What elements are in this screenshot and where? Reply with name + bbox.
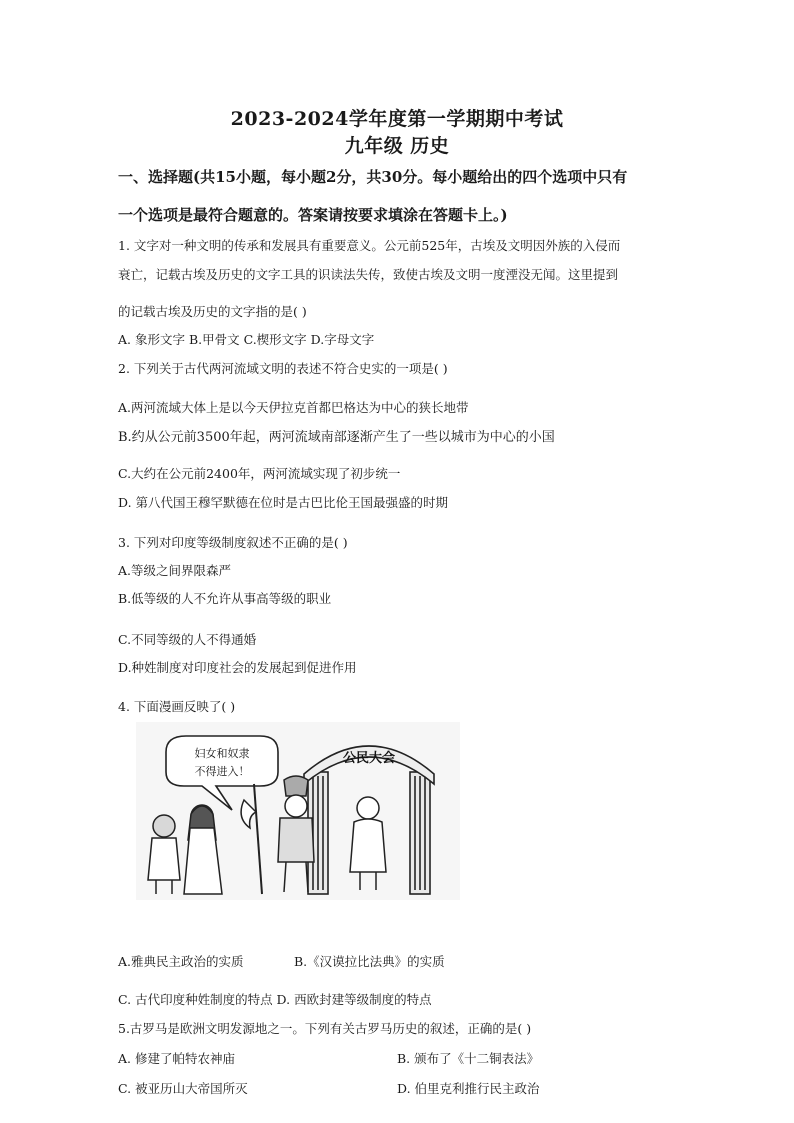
q5-option-a: A. 修建了帕特农神庙 (118, 1051, 235, 1066)
speech-line1: 妇女和奴隶 (194, 747, 250, 760)
q2-stem: 2. 下列关于古代两河流域文明的表述不符合史实的一项是( ) (118, 361, 448, 376)
section-heading-line2: 一个选项是最符合题意的。答案请按要求填涂在答题卡上。) (118, 206, 508, 224)
q1-stem-line2: 衰亡，记载古埃及历史的文字工具的识读法失传，致使古埃及文明一度湮没无闻。这里提到 (118, 267, 619, 282)
q1-stem-line3: 的记载古埃及历史的文字指的是( ) (118, 304, 307, 319)
exam-title: 2023-2024学年度第一学期期中考试 (230, 108, 564, 130)
q5-stem: 5.古罗马是欧洲文明发源地之一。下列有关古罗马历史的叙述，正确的是( ) (118, 1021, 532, 1036)
q3-stem: 3. 下列对印度等级制度叙述不正确的是( ) (118, 535, 348, 550)
q3-option-c: C.不同等级的人不得通婚 (118, 632, 257, 647)
q2-option-b: B.约从公元前3500年起，两河流域南部逐渐产生了一些以城市为中心的小国 (118, 430, 555, 445)
q5-option-c: C. 被亚历山大帝国所灭 (118, 1081, 248, 1096)
q5-option-b: B. 颁布了《十二铜表法》 (397, 1051, 540, 1066)
q3-option-d: D.种姓制度对印度社会的发展起到促进作用 (118, 660, 357, 675)
exam-subtitle: 九年级 历史 (344, 135, 450, 157)
q1-stem-line1: 1. 文字对一种文明的传承和发展具有重要意义。公元前525年，古埃及文明因外族的入侵而 (118, 238, 621, 253)
speech-line2: 不得进入！ (194, 765, 250, 778)
q4-option-b: B.《汉谟拉比法典》的实质 (294, 954, 445, 969)
q4-stem: 4. 下面漫画反映了( ) (118, 699, 236, 714)
q4-options-cd: C. 古代印度种姓制度的特点 D. 西欧封建等级制度的特点 (118, 992, 432, 1007)
q2-option-d: D. 第八代国王穆罕默德在位时是古巴比伦王国最强盛的时期 (118, 495, 449, 510)
q3-option-a: A.等级之间界限森严 (118, 563, 232, 578)
q1-options: A. 象形文字 B.甲骨文 C.楔形文字 D.字母文字 (118, 332, 375, 347)
q4-option-a: A.雅典民主政治的实质 (118, 954, 244, 969)
q3-option-b: B.低等级的人不允许从事高等级的职业 (118, 591, 332, 606)
q2-option-c: C.大约在公元前2400年，两河流域实现了初步统一 (118, 466, 401, 481)
q2-option-a: A.两河流域大体上是以今天伊拉克首都巴格达为中心的狭长地带 (118, 400, 469, 415)
section-heading-line1: 一、选择题(共15小题，每小题2分，共30分。每小题给出的四个选项中只有 (118, 168, 628, 186)
arch-sign-text: 公民大会 (342, 751, 396, 766)
q5-option-d: D. 伯里克利推行民主政治 (397, 1081, 540, 1096)
citizens-assembly-cartoon (136, 722, 460, 900)
